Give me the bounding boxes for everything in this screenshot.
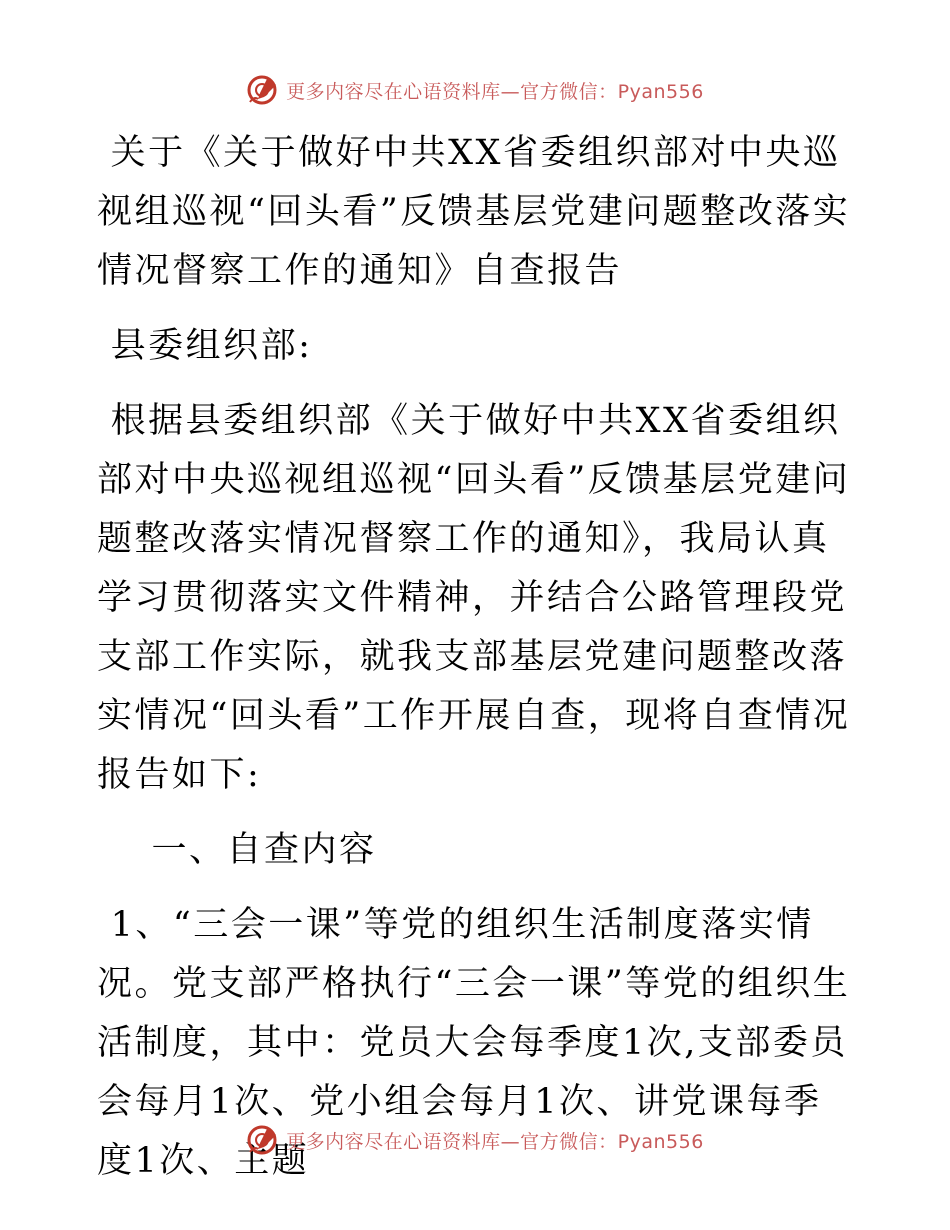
- watermark-text: 更多内容尽在心语资料库—官方微信：Pyan556: [286, 1130, 704, 1153]
- document-body: [97, 124, 857, 1191]
- watermark-header: [0, 70, 950, 110]
- red-pen-logo-icon: [246, 74, 278, 106]
- watermark-footer: [0, 1120, 950, 1160]
- item-paragraph: 1、“三会一课”等党的组织生活制度落实情况。党支部严格执行“三会一课”等党的组织生活制度，其中：党员大会每季度1次,支部委员会每月1次、党小组会每月1次、讲党课每季度1次、主题: [97, 905, 851, 1181]
- red-pen-logo-icon: [246, 1124, 278, 1156]
- section-heading: 一、自查内容: [97, 830, 377, 870]
- watermark-text: 更多内容尽在心语资料库—官方微信：Pyan556: [286, 80, 704, 103]
- intro-paragraph: 根据县委组织部《关于做好中共XX省委组织部对中央巡视组巡视“回头看”反馈基层党建问题整改落实情况督察工作的通知》，我局认真学习贯彻落实文件精神，并结合公路管理段党支部工作实际，就我支部基层党建问题整改落实情况“回头看”工作开展自查，现将自查情况报告如下:: [97, 401, 851, 795]
- document-title: 关于《关于做好中共XX省委组织部对中央巡视组巡视“回头看”反馈基层党建问题整改落实情况督察工作的通知》自查报告: [97, 133, 851, 291]
- addressee: 县委组织部:: [97, 326, 313, 366]
